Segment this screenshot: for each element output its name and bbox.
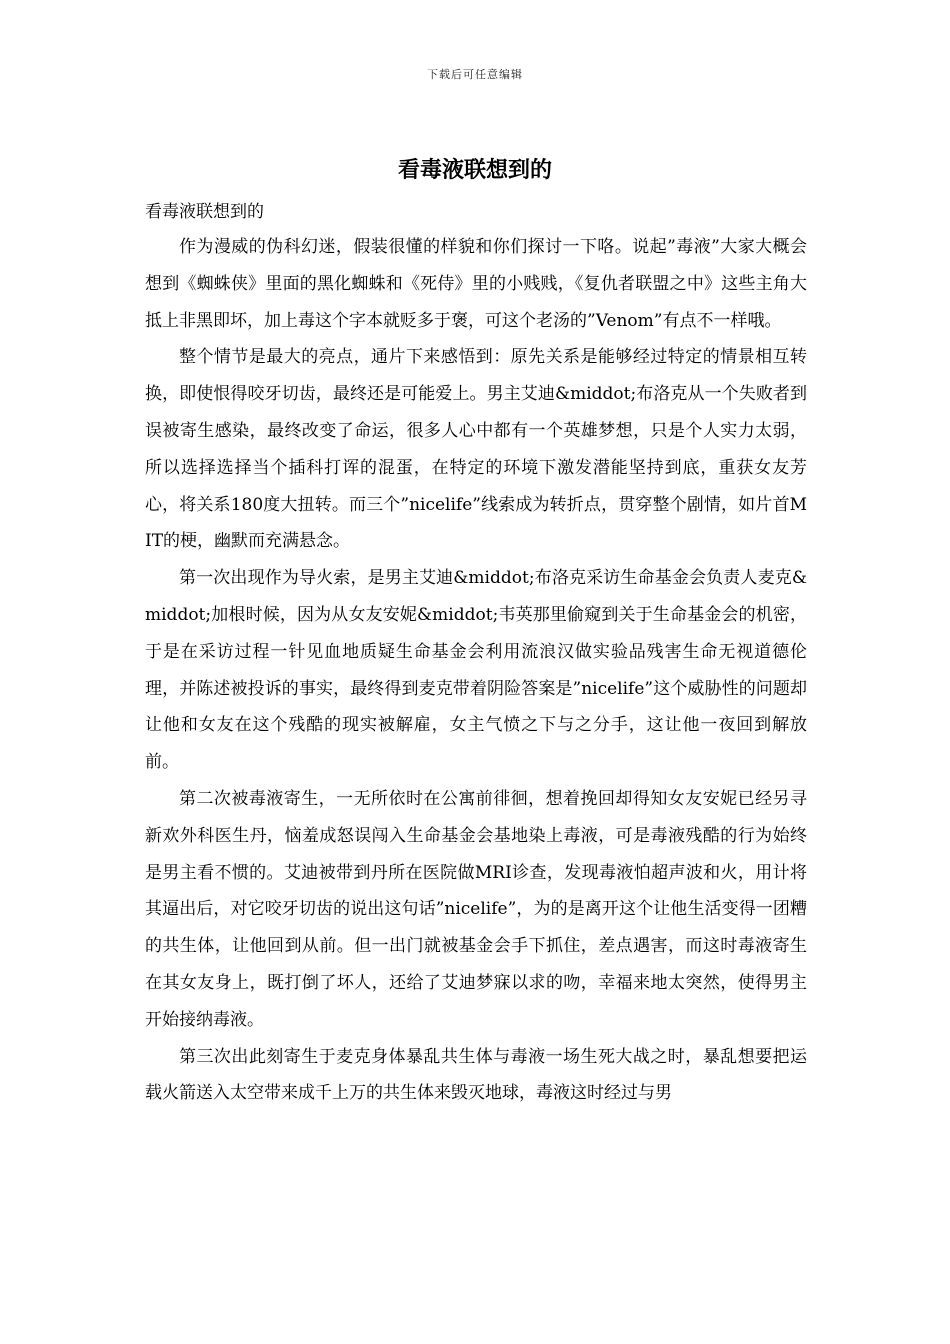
document-subheading: 看毒液联想到的 [145, 202, 264, 222]
page-header-note: 下载后可任意编辑 [427, 68, 523, 81]
document-title: 看毒液联想到的 [397, 157, 552, 183]
paragraph-5: 第三次出此刻寄生于麦克身体暴乱共生体与毒液一场生死大战之时，暴乱想要把运载火箭送入太空带来成千上万的共生体来毁灭地球，毒液这时经过与男 [145, 1046, 807, 1104]
paragraph-2: 整个情节是最大的亮点，通片下来感悟到：原先关系是能够经过特定的情景相互转换，即使恨得咬牙切齿，最终还是可能爱上。男主艾迪&middot;布洛克从一个失败者到误被寄生感染，最终改变了命运，很多人心中都有一个英雄梦想，只是个人实力太弱，所以选择选择当个插科打诨的混蛋，在特定的环境下激发潜能坚持到底，重获女友芳心，将关系180度大扭转。而三个”nicelife”线索成为转折点，贯穿整个剧情，如片首MIT的梗，幽默而充满悬念。 [145, 347, 807, 552]
paragraph-3: 第一次出现作为导火索，是男主艾迪&middot;布洛克采访生命基金会负责人麦克&middot;加根时候，因为从女友安妮&middot;韦英那里偷窥到关于生命基金会的机密，于是在采访过程一针见血地质疑生命基金会利用流浪汉做实验品残害生命无视道德伦理，并陈述被投诉的事实，最终得到麦克带着阴险答案是”nicelife”这个威胁性的问题却让他和女友在这个残酷的现实被解雇，女主气愤之下与之分手，这让他一夜回到解放前。 [145, 568, 807, 773]
paragraph-1: 作为漫威的伪科幻迷，假装很懂的样貌和你们探讨一下咯。说起”毒液”大家大概会想到《蜘蛛侠》里面的黑化蜘蛛和《死侍》里的小贱贱，《复仇者联盟之中》这些主角大抵上非黑即坏，加上毒这个字本就贬多于褒，可这个老汤的”Venom”有点不一样哦。 [145, 237, 807, 331]
document-body [145, 229, 807, 1112]
paragraph-4: 第二次被毒液寄生，一无所依时在公寓前徘徊，想着挽回却得知女友安妮已经另寻新欢外科医生丹，恼羞成怒误闯入生命基金会基地染上毒液，可是毒液残酷的行为始终是男主看不惯的。艾迪被带到丹所在医院做MRI诊查，发现毒液怕超声波和火，用计将其逼出后，对它咬牙切齿的说出这句话”nicelife”，为的是离开这个让他生活变得一团糟的共生体，让他回到从前。但一出门就被基金会手下抓住，差点遇害，而这时毒液寄生在其女友身上，既打倒了坏人，还给了艾迪梦寐以求的吻，幸福来地太突然，使得男主开始接纳毒液。 [145, 788, 807, 1030]
